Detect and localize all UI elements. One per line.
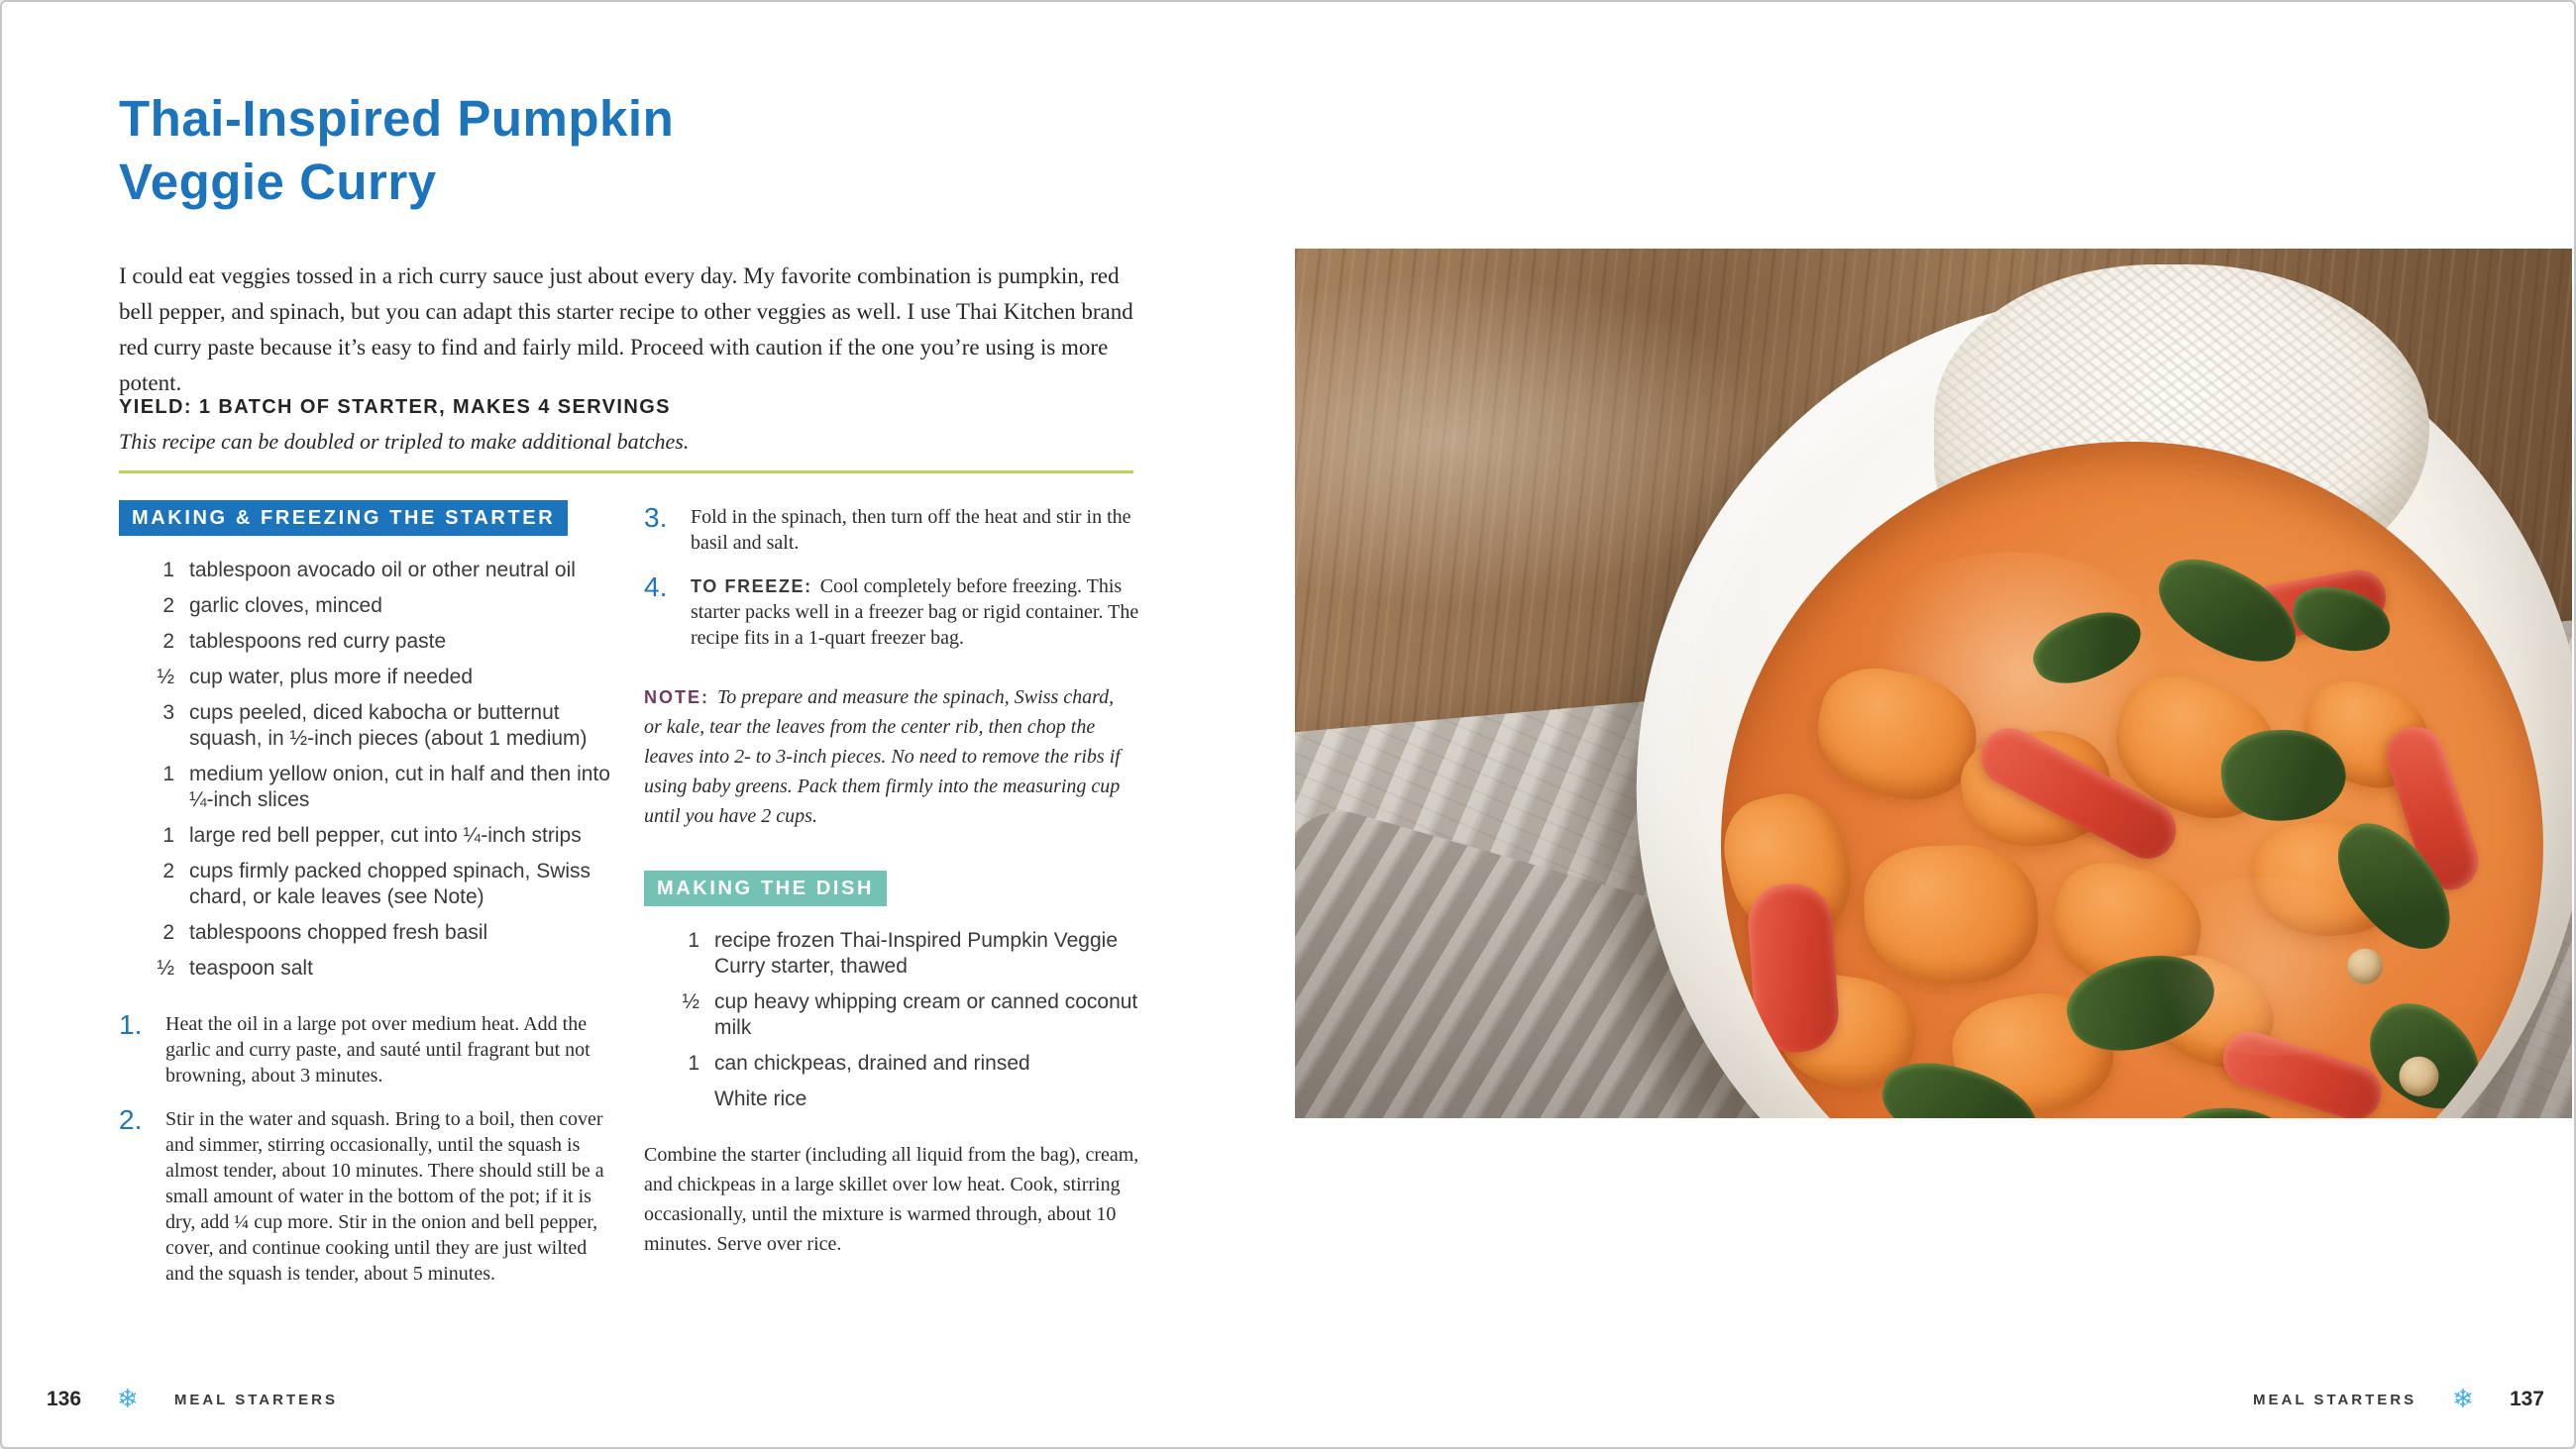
- ingredient-row: [119, 823, 616, 849]
- ingredient-quantity: 1: [688, 1052, 699, 1075]
- starter-steps-3-4: [644, 504, 1141, 651]
- ingredient-text: large red bell pepper, cut into ¼-inch strips: [189, 824, 582, 847]
- note-text: To prepare and measure the spinach, Swiss chard, or kale, tear the leaves from the center rib, then chop the leaves into 2- to 3-inch pieces. No need to remove the ribs if using baby greens. Pack them firmly into the measuring cup until you have 2 cups.: [644, 686, 1121, 827]
- recipe-intro: I could eat veggies tossed in a rich curry sauce just about every day. My favorite combination is pumpkin, red bell pepper, and spinach, but you can adapt this starter recipe to other veggies as well. I use Thai Kitchen brand red curry paste because it’s easy to find and fairly mild. Proceed with caution if the one you’re using is more potent.: [119, 263, 1133, 395]
- ingredient-quantity: 1: [688, 929, 699, 952]
- ingredient-text: garlic cloves, minced: [189, 594, 382, 617]
- snowflake-icon: ❄: [117, 1385, 139, 1414]
- footer-left: [47, 1383, 338, 1416]
- step-number: 3.: [644, 502, 668, 533]
- ingredient-row: [119, 956, 616, 982]
- ingredient-text: medium yellow onion, cut in half and then into ¼-inch slices: [189, 763, 610, 811]
- dish-section-header: MAKING THE DISH: [644, 871, 887, 906]
- recipe-step: [119, 1011, 616, 1088]
- pepper-strip: [1746, 881, 1842, 1056]
- step-number: 1.: [119, 1009, 143, 1040]
- ingredient-quantity: 1: [162, 824, 174, 847]
- ingredient-row: [644, 1087, 1141, 1112]
- ingredient-quantity: 2: [162, 594, 174, 617]
- recipe-step: [119, 1106, 616, 1287]
- ingredient-quantity: 2: [162, 921, 174, 944]
- step-body: [691, 504, 1141, 556]
- section-label-right: MEAL STARTERS: [2253, 1391, 2417, 1408]
- ingredient-text: teaspoon salt: [189, 957, 313, 980]
- step-number: 2.: [119, 1104, 143, 1135]
- ingredient-text: can chickpeas, drained and rinsed: [714, 1052, 1030, 1075]
- ingredient-quantity: 1: [162, 763, 174, 785]
- ingredient-quantity: 3: [162, 701, 174, 724]
- footer-right: [2253, 1383, 2544, 1416]
- step-text: Stir in the water and squash. Bring to a boil, then cover and simmer, stirring occasionally, until the squash is almost tender, about 10 minutes. There should still be a small amount of water in the bottom of the pot; if it is dry, add ¼ cup more. Stir in the onion and bell pepper, cover, and continue cooking until they are just wilted and the squash is tender, about 5 minutes.: [165, 1108, 604, 1285]
- recipe-meta: [119, 396, 1133, 473]
- ingredient-text: tablespoon avocado oil or other neutral oil: [189, 559, 576, 581]
- squash-piece: [1862, 842, 2040, 986]
- step-number: 4.: [644, 571, 668, 602]
- note-block: [644, 682, 1127, 831]
- ingredient-row: [119, 700, 616, 752]
- recipe-title: [119, 87, 674, 214]
- ingredient-quantity: 2: [162, 860, 174, 882]
- ingredient-text: cup water, plus more if needed: [189, 666, 474, 688]
- step-body: [165, 1011, 616, 1088]
- ingredient-row: [119, 859, 616, 910]
- curry-bowl-photo: [1295, 249, 2572, 1118]
- ingredient-row: [644, 989, 1141, 1041]
- step-text: Cool completely before freezing. This starter packs well in a freezer bag or rigid container. The recipe fits in a 1-quart freezer bag.: [691, 575, 1139, 649]
- ingredient-quantity: 2: [162, 630, 174, 653]
- ingredient-text: cups peeled, diced kabocha or butternut squash, in ½-inch pieces (about 1 medium): [189, 701, 588, 750]
- ingredient-text: tablespoons chopped fresh basil: [189, 921, 488, 944]
- ingredient-row: [119, 558, 616, 583]
- page-number-left: 136: [47, 1388, 82, 1410]
- spinach-leaf: [2165, 1105, 2297, 1118]
- snowflake-icon: ❄: [2452, 1385, 2474, 1414]
- section-divider-rule: [119, 470, 1133, 473]
- yield-label: YIELD: 1 BATCH OF STARTER, MAKES 4 SERVINGS: [119, 396, 671, 418]
- ingredient-quantity: ½: [682, 990, 699, 1013]
- step-text: Heat the oil in a large pot over medium heat. Add the garlic and curry paste, and sauté until fragrant but not browning, about 3 minutes.: [165, 1013, 590, 1087]
- starter-ingredient-list: [119, 558, 616, 982]
- ingredient-row: [644, 928, 1141, 980]
- ingredient-row: [119, 665, 616, 690]
- step-body: [691, 573, 1141, 651]
- step-bold-prefix: TO FREEZE:: [691, 576, 812, 596]
- ingredient-row: [119, 762, 616, 813]
- ingredient-text: cup heavy whipping cream or canned coconut milk: [714, 990, 1138, 1039]
- ingredient-quantity: [644, 1087, 699, 1112]
- dish-ingredient-list: [644, 928, 1141, 1112]
- ingredient-row: [119, 629, 616, 655]
- ingredient-quantity: ½: [157, 666, 174, 688]
- recipe-columns: [119, 500, 1141, 1304]
- step-text: Fold in the spinach, then turn off the heat and stir in the basil and salt.: [691, 506, 1131, 554]
- ingredient-text: cups firmly packed chopped spinach, Swiss chard, or kale leaves (see Note): [189, 860, 591, 908]
- page-number-right: 137: [2509, 1388, 2544, 1410]
- starter-section-header: MAKING & FREEZING THE STARTER: [119, 500, 568, 536]
- recipe-title-line1: Thai-Inspired Pumpkin: [119, 90, 675, 147]
- ingredient-row: [644, 1051, 1141, 1077]
- ingredient-quantity: ½: [157, 957, 174, 980]
- right-column: [644, 500, 1141, 1304]
- ingredient-row: [119, 593, 616, 619]
- ingredient-row: [119, 920, 616, 946]
- recipe-step: [644, 504, 1141, 556]
- recipe-step: [644, 573, 1141, 651]
- yield-note: This recipe can be doubled or tripled to make additional batches.: [119, 429, 690, 454]
- ingredient-text: tablespoons red curry paste: [189, 630, 447, 653]
- dish-header-wrap: [644, 871, 1141, 906]
- note-label: NOTE:: [644, 687, 709, 707]
- starter-steps-1-2: [119, 1011, 616, 1287]
- ingredient-quantity: 1: [162, 559, 174, 581]
- section-label-left: MEAL STARTERS: [173, 1391, 338, 1408]
- ingredient-text: recipe frozen Thai-Inspired Pumpkin Veggie Curry starter, thawed: [714, 929, 1119, 978]
- step-body: [165, 1106, 616, 1287]
- ingredient-text: White rice: [714, 1087, 807, 1110]
- recipe-title-line2: Veggie Curry: [119, 154, 437, 210]
- dish-instructions: Combine the starter (including all liquid from the bag), cream, and chickpeas in a large skillet over low heat. Cook, stirring occasionally, until the mixture is warmed through, about 10 minutes. Serve over rice.: [644, 1144, 1139, 1255]
- left-column: [119, 500, 616, 1304]
